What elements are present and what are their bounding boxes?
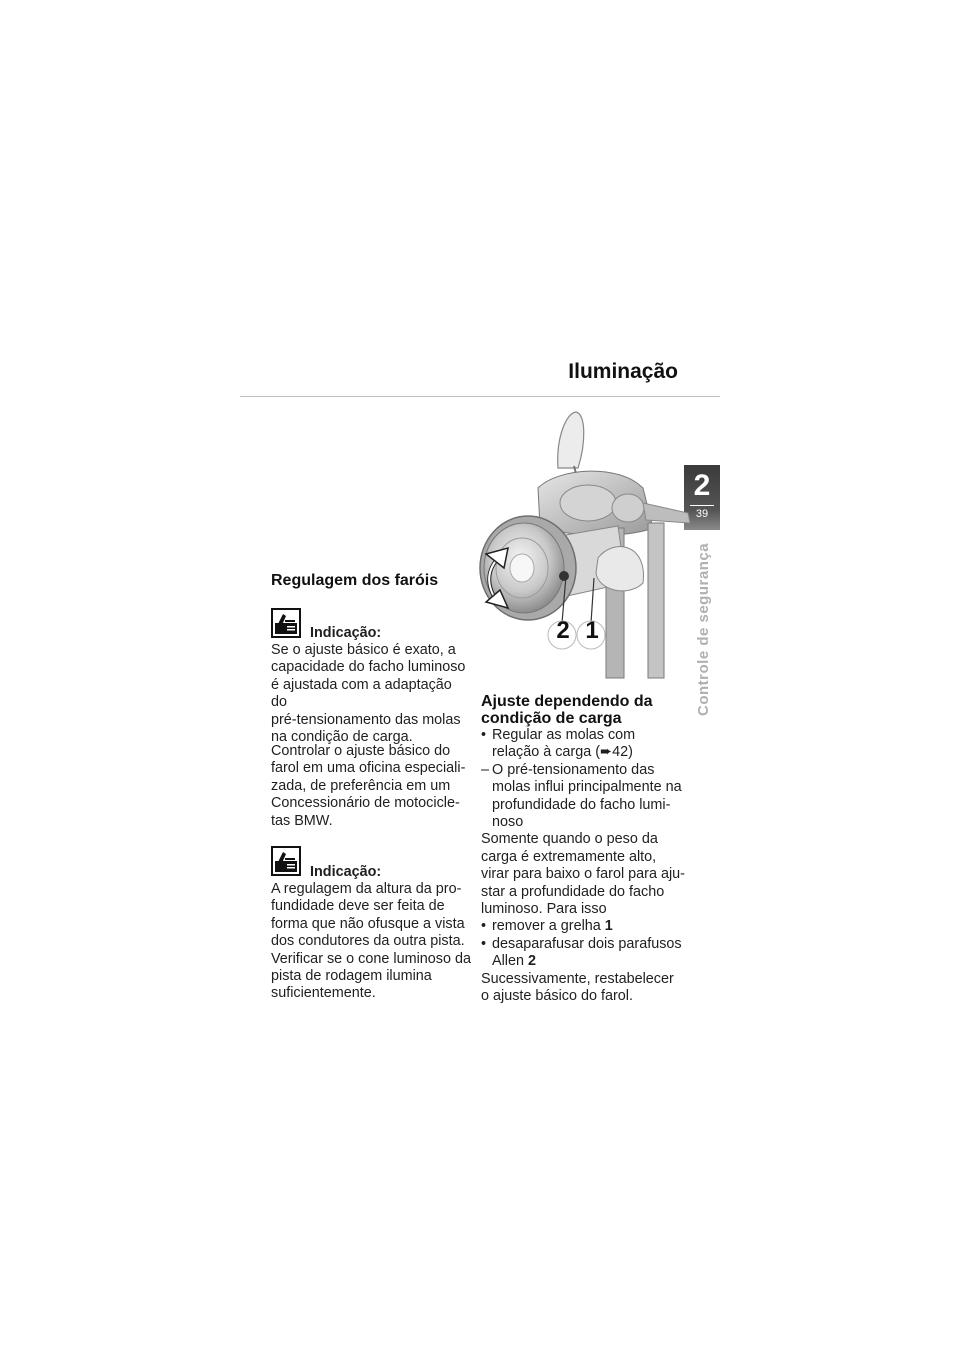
text-line: fundidade deve ser feita de — [271, 898, 445, 915]
text-line: A regulagem da altura da pro- — [271, 881, 462, 897]
text-span: 42) — [612, 744, 633, 761]
section-heading-load-adjust — [481, 693, 691, 727]
header-rule — [240, 396, 720, 397]
text-span: Allen — [492, 953, 528, 970]
side-chapter-title: Controle de segurança — [695, 542, 712, 716]
text-line: Se o ajuste básico é exato, a — [271, 642, 456, 658]
text-line: tas BMW. — [271, 812, 333, 829]
list-item — [481, 936, 691, 971]
text-line: forma que não ofusque a vista — [271, 915, 465, 932]
list-item — [481, 727, 691, 762]
note-icon — [271, 608, 301, 638]
list-item — [481, 918, 691, 935]
page-number: 39 — [695, 508, 709, 520]
text-line: dos condutores da outra pista. — [271, 933, 465, 950]
text-line: Controlar o ajuste básico do — [271, 743, 451, 759]
text-line — [492, 744, 691, 761]
text-span: remover a grelha — [492, 918, 605, 935]
page-ref-arrow-icon: ➨ — [600, 744, 613, 761]
heading-line: Ajuste dependendo da — [481, 693, 653, 710]
text-span: relação à carga ( — [492, 744, 600, 761]
text-line: capacidade do facho luminoso — [271, 659, 466, 676]
heading-line: condição de carga — [481, 710, 622, 727]
bullet-marker: • — [481, 727, 487, 743]
text-line: pista de rodagem ilumina — [271, 968, 432, 985]
part-ref: 1 — [604, 918, 613, 935]
text-line: luminoso. Para isso — [481, 901, 607, 918]
text-line: carga é extremamente alto, — [481, 848, 657, 865]
text-line: zada, de preferência em um — [271, 777, 451, 794]
text-line: Sucessivamente, restabelecer — [481, 970, 674, 987]
note-label: Indicação: — [310, 625, 382, 641]
paragraph-basic-adjust — [271, 642, 471, 746]
text-line: star a profundidade do facho — [481, 883, 665, 900]
text-line: profundidade do facho lumi- — [492, 796, 671, 813]
section-heading-headlight: Regulagem dos faróis — [271, 572, 439, 589]
text-line: virar para baixo o farol para aju- — [481, 866, 685, 883]
dash-marker: – — [481, 761, 490, 778]
text-line: é ajustada com a adaptação do — [271, 676, 452, 711]
callout-2: 2 — [556, 617, 570, 644]
text-line: pré-tensionamento das molas — [271, 711, 461, 728]
text-line: suficientemente. — [271, 985, 376, 1002]
text-line: desaparafusar dois parafusos — [492, 935, 682, 952]
chapter-divider — [690, 505, 714, 506]
text-line — [492, 953, 691, 970]
callout-1: 1 — [585, 617, 599, 644]
text-line: molas influi principalmente na — [492, 779, 682, 796]
text-line: Verificar se o cone luminoso da — [271, 950, 471, 967]
text-line: Regular as molas com — [492, 727, 636, 743]
text-line — [492, 918, 691, 935]
bullet-marker: • — [481, 935, 487, 952]
list-item — [481, 762, 691, 832]
bullet-marker: • — [481, 918, 487, 935]
text-line: o ajuste básico do farol. — [481, 988, 633, 1005]
text-line: noso — [492, 814, 524, 831]
paragraph — [481, 831, 691, 918]
paragraph-height-adjust — [271, 881, 471, 1003]
paragraph — [481, 971, 691, 1006]
text-line: na condição de carga. — [271, 729, 413, 746]
text-line: Somente quando o peso da — [481, 831, 658, 848]
page-title: Iluminação — [568, 360, 678, 383]
note-label: Indicação: — [310, 864, 382, 880]
part-ref: 2 — [528, 953, 537, 970]
chapter-number: 2 — [693, 469, 711, 502]
text-line: farol em uma oficina especiali- — [271, 760, 466, 777]
text-line: Concessionário de motocicle- — [271, 795, 460, 812]
paragraph-workshop — [271, 743, 471, 830]
note-icon — [271, 846, 301, 876]
instructions — [481, 727, 691, 1006]
text-line: O pré-tensionamento das — [492, 761, 655, 778]
